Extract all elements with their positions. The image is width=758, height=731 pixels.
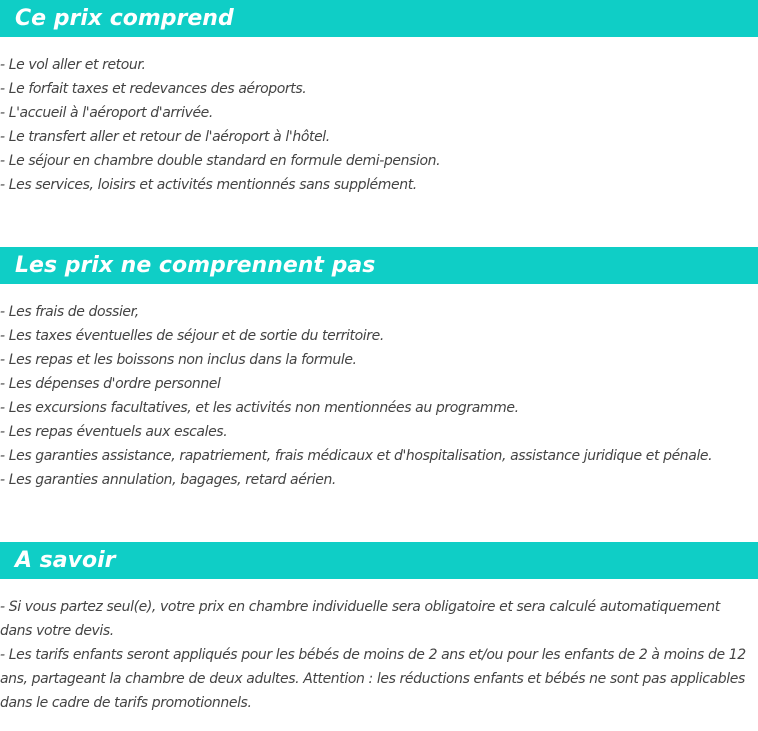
section-price-includes <box>0 0 758 193</box>
list-item: - Le forfait taxes et redevances des aéroports. <box>0 81 307 97</box>
list-item: - Les taxes éventuelles de séjour et de sortie du territoire. <box>0 328 384 344</box>
list-item: - Les repas et les boissons non inclus dans la formule. <box>0 352 357 368</box>
list-item: - Les services, loisirs et activités mentionnés sans supplément. <box>0 177 417 193</box>
section-good-to-know <box>0 542 758 711</box>
section-title-price-excludes: Les prix ne comprennent pas <box>0 247 758 284</box>
list-item: - Le séjour en chambre double standard en formule demi-pension. <box>0 153 441 169</box>
section-title-price-includes: Ce prix comprend <box>0 0 758 37</box>
list-item: - Les garanties assistance, rapatriement, frais médicaux et d'hospitalisation, assistance juridique et pénale. <box>0 448 713 464</box>
price-includes-list <box>0 53 440 197</box>
section-price-excludes <box>0 247 758 488</box>
list-item: - Les frais de dossier, <box>0 304 139 320</box>
info-paragraph: - Les tarifs enfants seront appliqués pour les bébés de moins de 2 ans et/ou pour les enfants de 2 à moins de 12 ans, partageant la chambre de deux adultes. Attention : les réductions enfants et bébés ne sont pas applicables dans le cadre de tarifs promotionnels. <box>0 647 746 711</box>
list-item: - Les dépenses d'ordre personnel <box>0 376 221 392</box>
price-excludes-list <box>0 300 712 492</box>
list-item: - Les repas éventuels aux escales. <box>0 424 228 440</box>
list-item: - Les garanties annulation, bagages, retard aérien. <box>0 472 336 488</box>
list-item: - Le transfert aller et retour de l'aéroport à l'hôtel. <box>0 129 330 145</box>
list-item: - L'accueil à l'aéroport d'arrivée. <box>0 105 213 121</box>
info-paragraph: - Si vous partez seul(e), votre prix en chambre individuelle sera obligatoire et sera calculé automatiquement dans votre devis. <box>0 599 720 639</box>
list-item: - Les excursions facultatives, et les activités non mentionnées au programme. <box>0 400 519 416</box>
good-to-know-text <box>0 595 752 715</box>
section-title-good-to-know: A savoir <box>0 542 758 579</box>
list-item: - Le vol aller et retour. <box>0 57 146 73</box>
